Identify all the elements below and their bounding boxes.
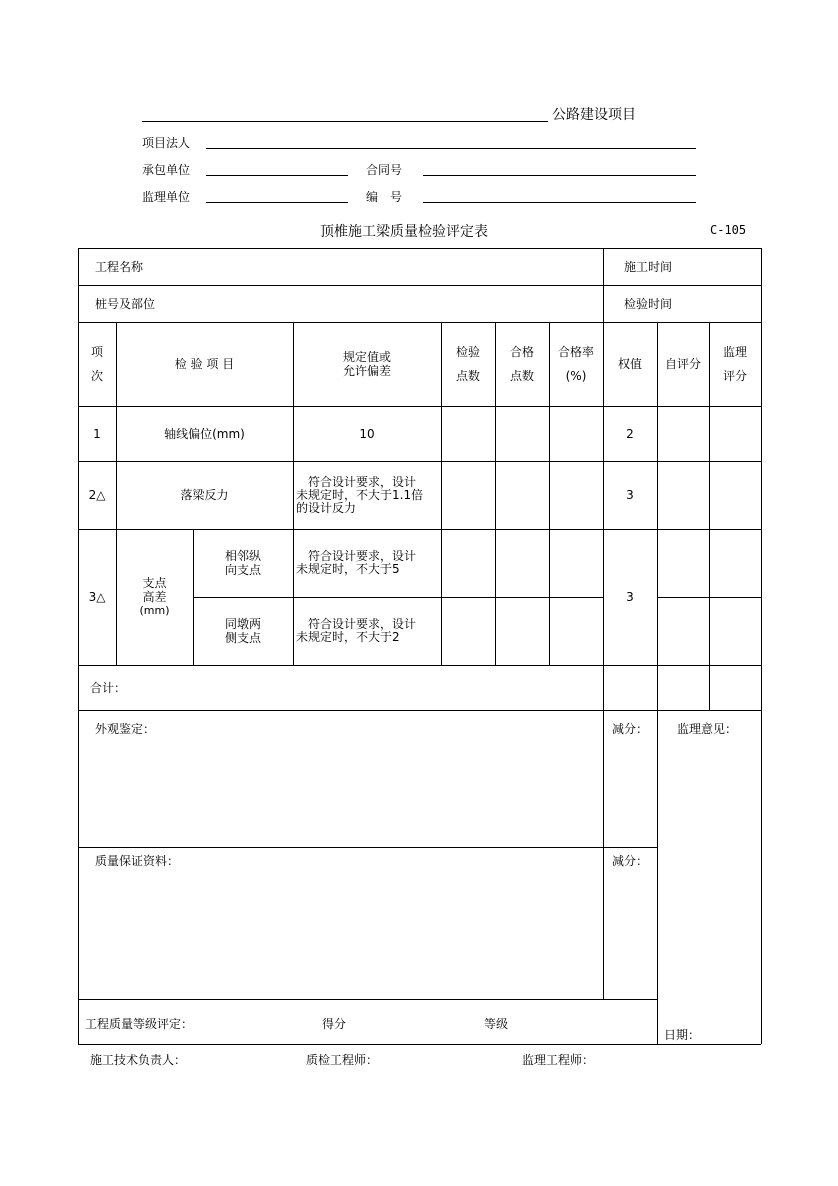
row3-group	[116, 529, 193, 665]
col-item-no-line2: 次	[90, 369, 103, 383]
row3-weight: 3	[626, 590, 634, 604]
row3a-spec: 符合设计要求，设计 未规定时，不大于5	[296, 549, 417, 576]
col-item-no-line1: 项	[90, 345, 103, 359]
deduct-label-1: 减分：	[612, 722, 649, 736]
row1-no: 1	[93, 426, 101, 441]
owner-underline	[206, 148, 696, 149]
form-code: C-105	[710, 223, 747, 237]
row3b-spec-cell	[296, 597, 440, 665]
col-item-no	[78, 322, 116, 406]
row3b-spec: 符合设计要求，设计 未规定时，不大于2	[296, 617, 417, 644]
project-name-label: 工程名称	[95, 259, 144, 274]
col-self-score: 自评分	[664, 357, 701, 371]
appearance-label: 外观鉴定：	[95, 722, 156, 736]
col-pass-points-line2: 点数	[509, 369, 534, 383]
col-pass-rate-line2: (%)	[565, 369, 587, 383]
serial-no-underline	[423, 202, 696, 203]
contractor-underline	[206, 175, 348, 176]
contractor-label: 承包单位	[142, 163, 191, 177]
row3b-item-line1: 同墩两	[224, 617, 261, 631]
col-spec-line1: 规定值或	[342, 350, 391, 364]
row3-group-line3: (mm)	[139, 604, 170, 617]
col-points-line1: 检验	[455, 345, 480, 359]
owner-label: 项目法人	[142, 136, 191, 150]
grade-label: 等级	[484, 1017, 509, 1031]
col-weight: 权值	[617, 357, 642, 371]
supervisor-underline	[206, 202, 348, 203]
supervision-opinion-label: 监理意见：	[677, 722, 738, 736]
row3a-item-line2: 向支点	[224, 563, 261, 577]
quality-docs-label: 质量保证资料：	[95, 854, 180, 868]
rule	[78, 999, 657, 1000]
contract-no-underline	[423, 175, 696, 176]
footer-sup-engineer: 监理工程师：	[522, 1053, 595, 1067]
row1-weight: 2	[626, 426, 634, 441]
table-border-right	[761, 248, 762, 1044]
grade-eval-label: 工程质量等级评定：	[85, 1017, 194, 1031]
row2-no: 2△	[88, 488, 106, 502]
project-name-underline	[142, 121, 548, 122]
row2-spec: 符合设计要求，设计 未规定时，不大于1.1倍 的设计反力	[296, 474, 424, 515]
table-border-bottom	[78, 1044, 761, 1045]
contract-no-label: 合同号	[366, 163, 403, 177]
form-title: 顶椎施工梁质量检验评定表	[320, 224, 488, 240]
col-spec-line2: 允许偏差	[342, 364, 391, 378]
row1-spec: 10	[359, 426, 375, 441]
rule	[78, 847, 657, 848]
station-label: 桩号及部位	[95, 296, 156, 311]
col-pass-rate	[549, 322, 603, 406]
col-item: 检 验 项 目	[174, 357, 235, 371]
row2-weight: 3	[626, 488, 634, 502]
project-suffix: 公路建设项目	[552, 107, 636, 123]
supervisor-label: 监理单位	[142, 190, 191, 204]
serial-no-label: 编 号	[366, 190, 403, 204]
inspection-time-label: 检验时间	[624, 296, 673, 311]
col-spec	[293, 322, 441, 406]
row3b-item	[193, 597, 293, 665]
total-label: 合计：	[90, 680, 127, 695]
col-points-line2: 点数	[455, 369, 480, 383]
row2-item: 落梁反力	[180, 488, 229, 502]
footer-tech-lead: 施工技术负责人：	[90, 1053, 187, 1067]
col-sup-score	[709, 322, 761, 406]
col-sup-score-line2: 评分	[722, 369, 747, 383]
date-label: 日期：	[664, 1028, 701, 1042]
construction-time-label: 施工时间	[624, 259, 673, 274]
rule	[603, 248, 604, 322]
row3a-item-line1: 相邻纵	[224, 549, 261, 563]
col-pass-rate-line1: 合格率	[557, 345, 594, 359]
row3-group-line2: 高差	[142, 590, 167, 604]
rule	[78, 665, 761, 666]
row3-no: 3△	[88, 590, 106, 604]
row2-spec-cell	[296, 461, 440, 529]
score-label: 得分	[322, 1017, 347, 1031]
footer-qc-engineer: 质检工程师：	[306, 1053, 379, 1067]
row3a-item	[193, 529, 293, 597]
row3-group-line1: 支点	[142, 576, 167, 590]
row3a-spec-cell	[296, 529, 440, 597]
col-pass-points-line1: 合格	[509, 345, 534, 359]
row3b-item-line2: 侧支点	[224, 631, 261, 645]
col-pass-points	[495, 322, 549, 406]
col-points	[441, 322, 495, 406]
rule	[657, 322, 658, 1044]
rule	[78, 710, 761, 711]
row1-item: 轴线偏位(mm)	[164, 426, 245, 441]
col-sup-score-line1: 监理	[722, 345, 747, 359]
deduct-label-2: 减分：	[612, 854, 649, 868]
